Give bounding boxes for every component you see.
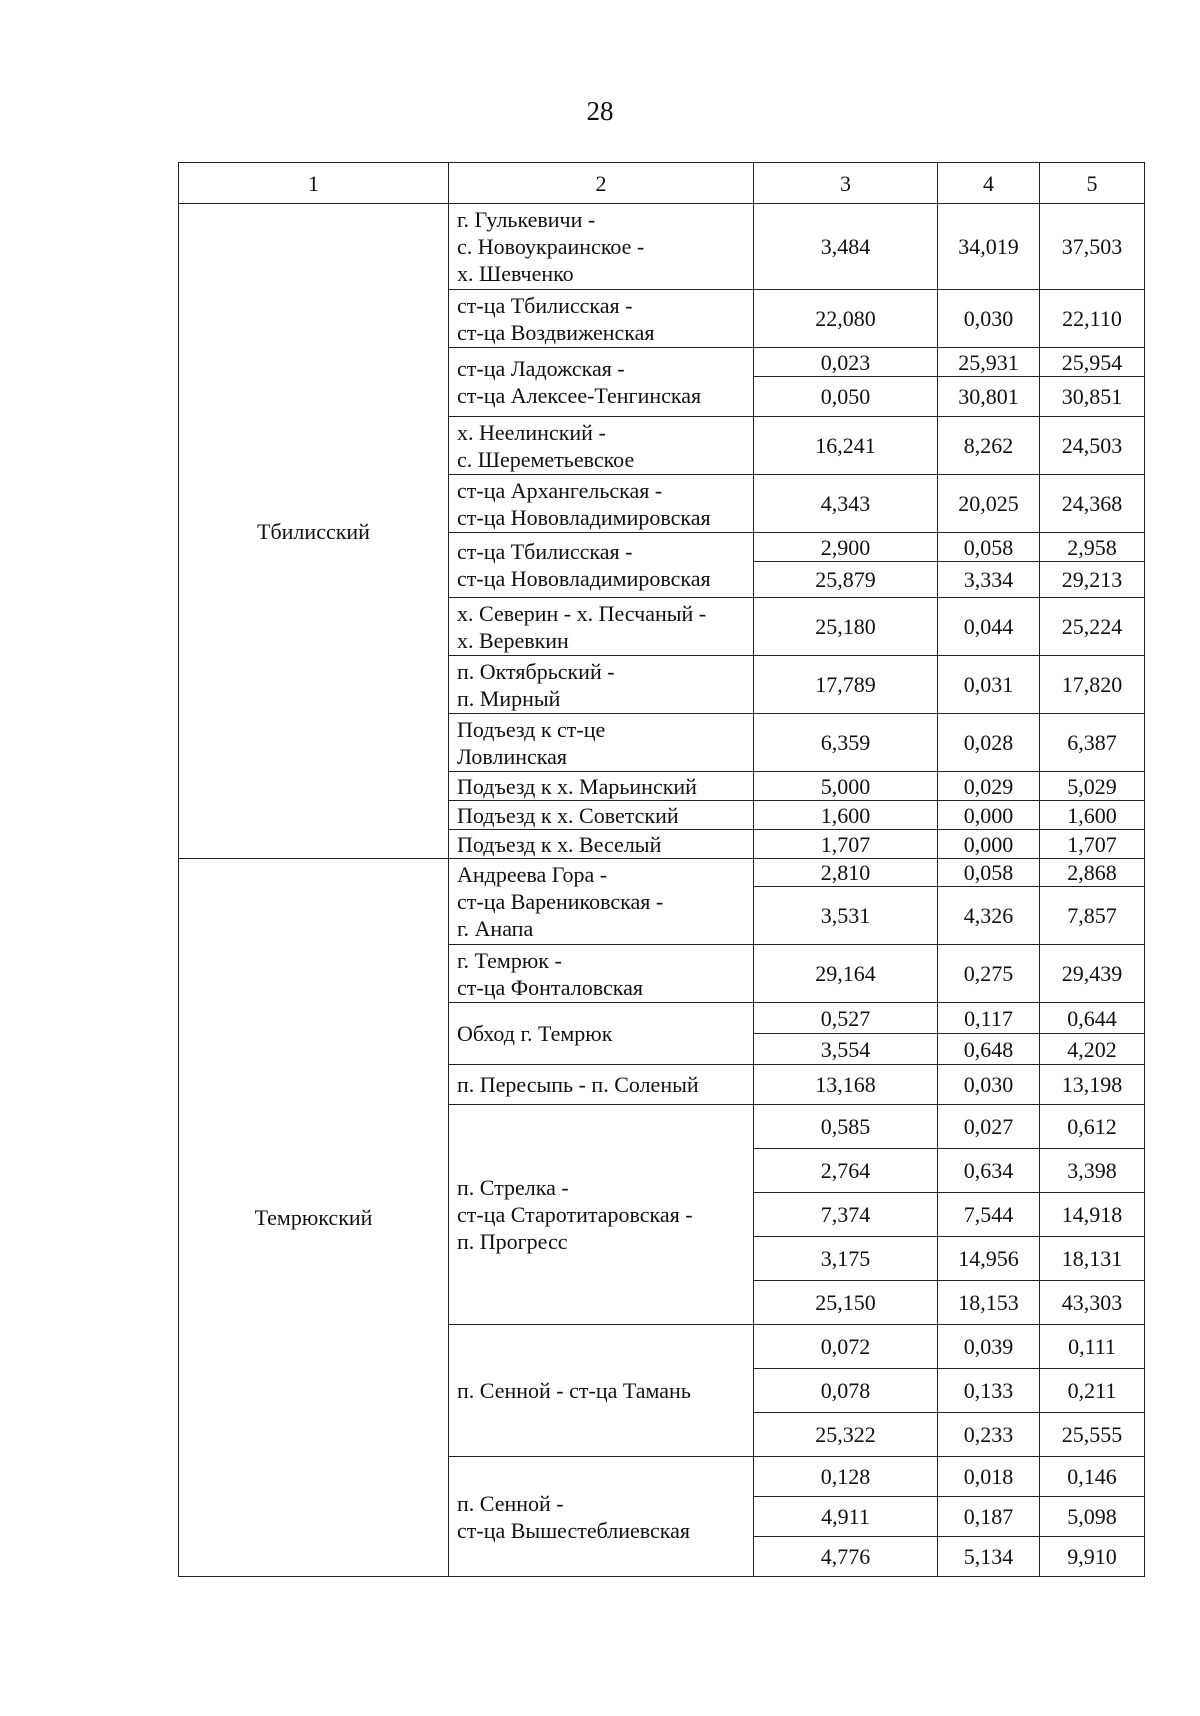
road-name [449,290,754,348]
length-value: 29,439 [1040,945,1145,1003]
road-name-line: ст-ца Нововладимировская [457,566,711,591]
road-name-line: г. Темрюк - [457,947,562,973]
road-name-line: ст-ца Воздвиженская [457,319,655,345]
road-name [449,656,754,714]
road-name [449,859,754,945]
road-name [449,830,754,859]
length-value: 0,644 [1040,1003,1145,1034]
length-value: 3,554 [754,1034,938,1065]
district-name: Тбилисский [179,204,449,859]
length-value: 29,164 [754,945,938,1003]
road-name-line: ст-ца Архангельская - [457,477,663,503]
length-value: 0,275 [938,945,1040,1003]
length-value: 4,343 [754,475,938,533]
road-name [449,348,754,417]
road-name [449,417,754,475]
length-value: 7,544 [938,1193,1040,1237]
table-row [179,859,1145,887]
column-number: 1 [179,163,449,204]
length-value: 0,039 [938,1325,1040,1369]
length-value: 14,918 [1040,1193,1145,1237]
road-name-line: п. Сенной - [457,1490,564,1516]
road-name [449,945,754,1003]
road-name-line: х. Шевченко [457,261,574,286]
length-value: 1,707 [1040,830,1145,859]
length-value: 37,503 [1040,204,1145,290]
length-value: 6,359 [754,714,938,772]
length-value: 1,707 [754,830,938,859]
length-value: 22,080 [754,290,938,348]
length-value: 0,187 [938,1497,1040,1537]
length-value: 2,958 [1040,533,1145,562]
roads-table [178,162,1145,1577]
length-value: 0,028 [938,714,1040,772]
road-name-line: ст-ца Тбилисская - [457,292,633,318]
length-value: 5,098 [1040,1497,1145,1537]
road-name [449,475,754,533]
length-value: 0,078 [754,1369,938,1413]
road-name-line: г. Гулькевичи - [457,207,596,232]
column-number-row [179,163,1145,204]
length-value: 17,789 [754,656,938,714]
length-value: 0,585 [754,1105,938,1149]
length-value: 25,954 [1040,348,1145,377]
length-value: 18,131 [1040,1237,1145,1281]
road-name-line: п. Стрелка - [457,1175,569,1200]
length-value: 2,868 [1040,859,1145,887]
column-number: 5 [1040,163,1145,204]
length-value: 4,202 [1040,1034,1145,1065]
length-value: 14,956 [938,1237,1040,1281]
length-value: 29,213 [1040,562,1145,598]
length-value: 0,023 [754,348,938,377]
road-name [449,1003,754,1065]
road-name-line: ст-ца Тбилисская - [457,539,633,564]
road-name-line: ст-ца Вышестеблиевская [457,1517,691,1543]
length-value: 0,058 [938,859,1040,887]
length-value: 1,600 [1040,801,1145,830]
length-value: 13,198 [1040,1065,1145,1105]
length-value: 0,634 [938,1149,1040,1193]
length-value: 4,911 [754,1497,938,1537]
length-value: 4,326 [938,887,1040,945]
length-value: 30,801 [938,377,1040,417]
length-value: 0,018 [938,1457,1040,1497]
length-value: 0,027 [938,1105,1040,1149]
road-name [449,1325,754,1457]
length-value: 3,484 [754,204,938,290]
road-name-line: ст-ца Варениковская - [457,889,664,914]
length-value: 25,931 [938,348,1040,377]
length-value: 0,648 [938,1034,1040,1065]
length-value: 17,820 [1040,656,1145,714]
length-value: 0,029 [938,772,1040,801]
length-value: 0,050 [754,377,938,417]
road-name [449,598,754,656]
length-value: 3,531 [754,887,938,945]
road-name-line: Подъезд к ст-це [457,716,606,742]
length-value: 25,879 [754,562,938,598]
length-value: 2,900 [754,533,938,562]
length-value: 20,025 [938,475,1040,533]
road-name [449,533,754,598]
length-value: 0,030 [938,1065,1040,1105]
road-name-line: ст-ца Старотитаровская - [457,1202,693,1227]
length-value: 25,224 [1040,598,1145,656]
road-name-line: х. Северин - х. Песчаный - [457,600,707,626]
road-name [449,204,754,290]
length-value: 2,764 [754,1149,938,1193]
column-number: 3 [754,163,938,204]
length-value: 0,612 [1040,1105,1145,1149]
road-name-line: Подъезд к х. Веселый [457,831,662,857]
length-value: 0,133 [938,1369,1040,1413]
road-name-line: п. Сенной - ст-ца Тамань [457,1378,691,1403]
road-name-line: п. Мирный [457,685,561,711]
road-name-line: п. Прогресс [457,1229,568,1254]
road-name-line: п. Пересыпь - п. Соленый [457,1072,699,1097]
length-value: 16,241 [754,417,938,475]
length-value: 0,072 [754,1325,938,1369]
length-value: 0,527 [754,1003,938,1034]
length-value: 0,211 [1040,1369,1145,1413]
road-name-line: х. Неелинский - [457,419,606,445]
road-name-line: с. Новоукраинское - [457,234,645,259]
road-name [449,1457,754,1577]
length-value: 25,180 [754,598,938,656]
length-value: 24,503 [1040,417,1145,475]
road-name-line: Подъезд к х. Марьинский [457,773,697,799]
length-value: 4,776 [754,1537,938,1577]
road-name-line: Андреева Гора - [457,862,608,887]
length-value: 6,387 [1040,714,1145,772]
length-value: 0,044 [938,598,1040,656]
length-value: 0,233 [938,1413,1040,1457]
length-value: 25,555 [1040,1413,1145,1457]
road-name-line: ст-ца Фонталовская [457,974,643,1000]
road-name [449,801,754,830]
length-value: 7,374 [754,1193,938,1237]
road-name-line: х. Веревкин [457,627,569,653]
district-name: Темрюкский [179,859,449,1577]
length-value: 0,058 [938,533,1040,562]
length-value: 22,110 [1040,290,1145,348]
length-value: 5,134 [938,1537,1040,1577]
length-value: 5,000 [754,772,938,801]
table-row [179,204,1145,290]
length-value: 9,910 [1040,1537,1145,1577]
road-name-line: ст-ца Нововладимировская [457,504,711,530]
length-value: 18,153 [938,1281,1040,1325]
length-value: 24,368 [1040,475,1145,533]
length-value: 5,029 [1040,772,1145,801]
road-name [449,1105,754,1325]
length-value: 3,398 [1040,1149,1145,1193]
road-name [449,772,754,801]
length-value: 0,146 [1040,1457,1145,1497]
length-value: 30,851 [1040,377,1145,417]
length-value: 0,111 [1040,1325,1145,1369]
road-name-line: с. Шереметьевское [457,446,635,472]
length-value: 2,810 [754,859,938,887]
road-name-line: п. Октябрьский - [457,658,615,684]
length-value: 43,303 [1040,1281,1145,1325]
length-value: 0,031 [938,656,1040,714]
road-name-line: ст-ца Алексее-Тенгинская [457,383,702,408]
length-value: 0,000 [938,830,1040,859]
length-value: 1,600 [754,801,938,830]
length-value: 34,019 [938,204,1040,290]
length-value: 25,322 [754,1413,938,1457]
length-value: 0,030 [938,290,1040,348]
length-value: 3,334 [938,562,1040,598]
length-value: 3,175 [754,1237,938,1281]
road-name-line: ст-ца Ладожская - [457,356,625,381]
road-name-line: Ловлинская [457,743,567,769]
length-value: 0,000 [938,801,1040,830]
page-number: 28 [586,96,614,126]
roads-table-body [179,163,1145,1577]
length-value: 8,262 [938,417,1040,475]
length-value: 0,128 [754,1457,938,1497]
road-name [449,1065,754,1105]
road-name-line: Подъезд к х. Советский [457,802,679,828]
road-name-line: г. Анапа [457,916,534,941]
road-name-line: Обход г. Темрюк [457,1021,613,1046]
road-name [449,714,754,772]
length-value: 25,150 [754,1281,938,1325]
length-value: 13,168 [754,1065,938,1105]
length-value: 0,117 [938,1003,1040,1034]
length-value: 7,857 [1040,887,1145,945]
column-number: 4 [938,163,1040,204]
column-number: 2 [449,163,754,204]
